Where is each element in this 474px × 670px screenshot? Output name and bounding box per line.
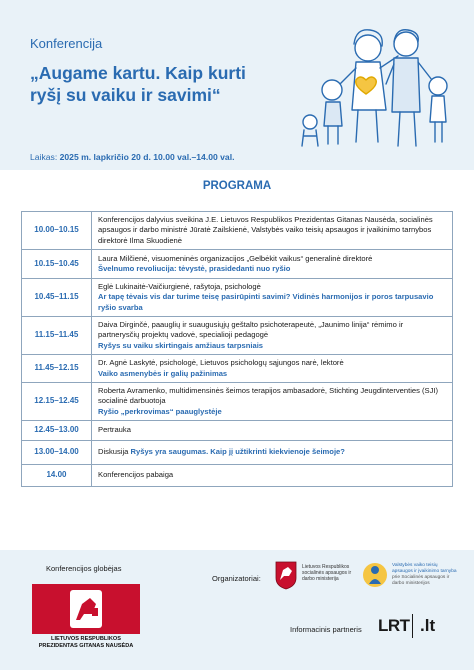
agenda-table	[21, 211, 453, 487]
org2-name: Valstybės vaiko teisių apsaugos ir įvaikinimo tarnyba	[392, 563, 457, 574]
program-heading: PROGRAMA	[202, 180, 272, 192]
agenda-time: 12.45–13.00	[22, 421, 92, 441]
ministry-name: Lietuvos Respublikos socialinės apsaugos ir darbo ministerija	[302, 564, 352, 582]
agenda-time: 13.00–14.00	[22, 441, 92, 465]
footer-band	[0, 550, 474, 670]
president-logo	[32, 584, 140, 660]
agenda-text: Pertrauka	[98, 425, 131, 435]
agenda-text: Dr. Agnė Laskytė, psichologė, Lietuvos psichologų sąjungos narė, lektorė	[98, 358, 344, 368]
date-value: 2025 m. lapkričio 20 d. 10.00 val.–14.00 val.	[59, 152, 235, 162]
child-rights-service-name	[392, 563, 458, 587]
agenda-text: Laura Milčienė, visuomeninės organizacijos „Gelbėkit vaikus“ generalinė direktorė	[98, 253, 373, 263]
family-illustration	[296, 14, 456, 156]
agenda-topic: Ryšio „perkrovimas“ paauglystėje	[98, 406, 222, 416]
child-rights-service-logo	[362, 560, 458, 596]
header-band	[0, 0, 474, 170]
agenda-time: 11.15–11.45	[22, 317, 92, 355]
agenda-time: 10.15–10.45	[22, 250, 92, 279]
agenda-text: Eglė Lukinaitė-Vaičiurgienė, rašytoja, psichologė	[98, 282, 261, 292]
child-rights-icon	[362, 560, 388, 590]
agenda-description	[92, 355, 453, 383]
event-title: „Augame kartu. Kaip kurti ryšį su vaiku ir savimi“	[30, 63, 246, 105]
agenda-text: Daiva Dirginčė, paauglių ir suaugusiųjų geštalto psichoterapeutė, „Jaunimo linija“ rėmimo ir partnerysčių projektų vadovė, specialioji pedagogė	[98, 320, 404, 340]
agenda-text: Konferencijos dalyvius sveikina J.E. Lietuvos Respublikos Prezidentas Gitanas Nausėda, socialinės apsaugos ir darbo ministrė Jūratė Zailskienė, Valstybės vaiko teisių apsaugos ir įvaikinimo tarnybos direktorė Ilma Skuodienė	[98, 215, 433, 245]
agenda-row	[22, 212, 453, 250]
agenda-topic: Ryšys yra saugumas. Kaip jį užtikrinti kiekvienoje šeimoje?	[130, 447, 345, 457]
agenda-time: 11.45–12.15	[22, 355, 92, 383]
agenda-row	[22, 421, 453, 441]
agenda-description	[92, 317, 453, 355]
agenda-row	[22, 355, 453, 383]
agenda-description	[92, 421, 453, 441]
agenda-time: 10.45–11.15	[22, 279, 92, 317]
agenda-row	[22, 465, 453, 487]
agenda-description	[92, 465, 453, 487]
event-date-line	[30, 152, 234, 162]
org2-subtitle: prie Socialinės apsaugos ir darbo ministerijos	[392, 575, 450, 586]
agenda-time: 12.15–12.45	[22, 383, 92, 421]
agenda-description	[92, 383, 453, 421]
agenda-topic: Vaiko asmenybės ir galių pažinimas	[98, 368, 228, 378]
agenda-description	[92, 441, 453, 465]
coat-of-arms-icon	[274, 560, 298, 590]
info-partner-label: Informacinis partneris	[290, 625, 362, 634]
agenda-row	[22, 441, 453, 465]
agenda-description	[92, 212, 453, 250]
event-kicker: Konferencija	[30, 36, 103, 51]
agenda-description	[92, 250, 453, 279]
agenda-topic: Ar tapę tėvais vis dar turime teisę pasirūpinti savimi? Vidinės harmonijos ir poros tarpusavio ryšio svarba	[98, 292, 434, 312]
presidential-standard-icon	[32, 584, 140, 634]
lrt-divider	[412, 614, 413, 638]
agenda-row	[22, 250, 453, 279]
lrt-domain: .lt	[420, 616, 436, 635]
agenda-text: Konferencijos pabaiga	[98, 470, 174, 480]
agenda-topic: Ryšys su vaiku skirtingais amžiaus tarpsniais	[98, 340, 264, 350]
lrt-logo: LRT	[378, 616, 410, 635]
agenda-topic: Švelnumo revoliucija: tėvystė, prasidedanti nuo ryšio	[98, 264, 291, 273]
agenda-row	[22, 279, 453, 317]
patron-name: LIETUVOS RESPUBLIKOS PREZIDENTAS GITANAS NAUSĖDA	[38, 636, 134, 649]
agenda-description	[92, 279, 453, 317]
agenda-row	[22, 383, 453, 421]
organizers-label: Organizatoriai:	[212, 574, 261, 583]
agenda-row	[22, 317, 453, 355]
ministry-logo	[274, 560, 360, 596]
agenda-text: Diskusija	[98, 447, 129, 457]
date-label: Laikas:	[30, 152, 58, 162]
agenda-time: 14.00	[22, 465, 92, 487]
agenda-time: 10.00–10.15	[22, 212, 92, 250]
patron-label: Konferencijos globėjas	[46, 564, 122, 573]
agenda-text: Roberta Avramenko, multidimensinės šeimos terapijos ambasadorė, Stichting Jeugdinterventies (SJI) socialinė darbuotoja	[98, 386, 439, 406]
